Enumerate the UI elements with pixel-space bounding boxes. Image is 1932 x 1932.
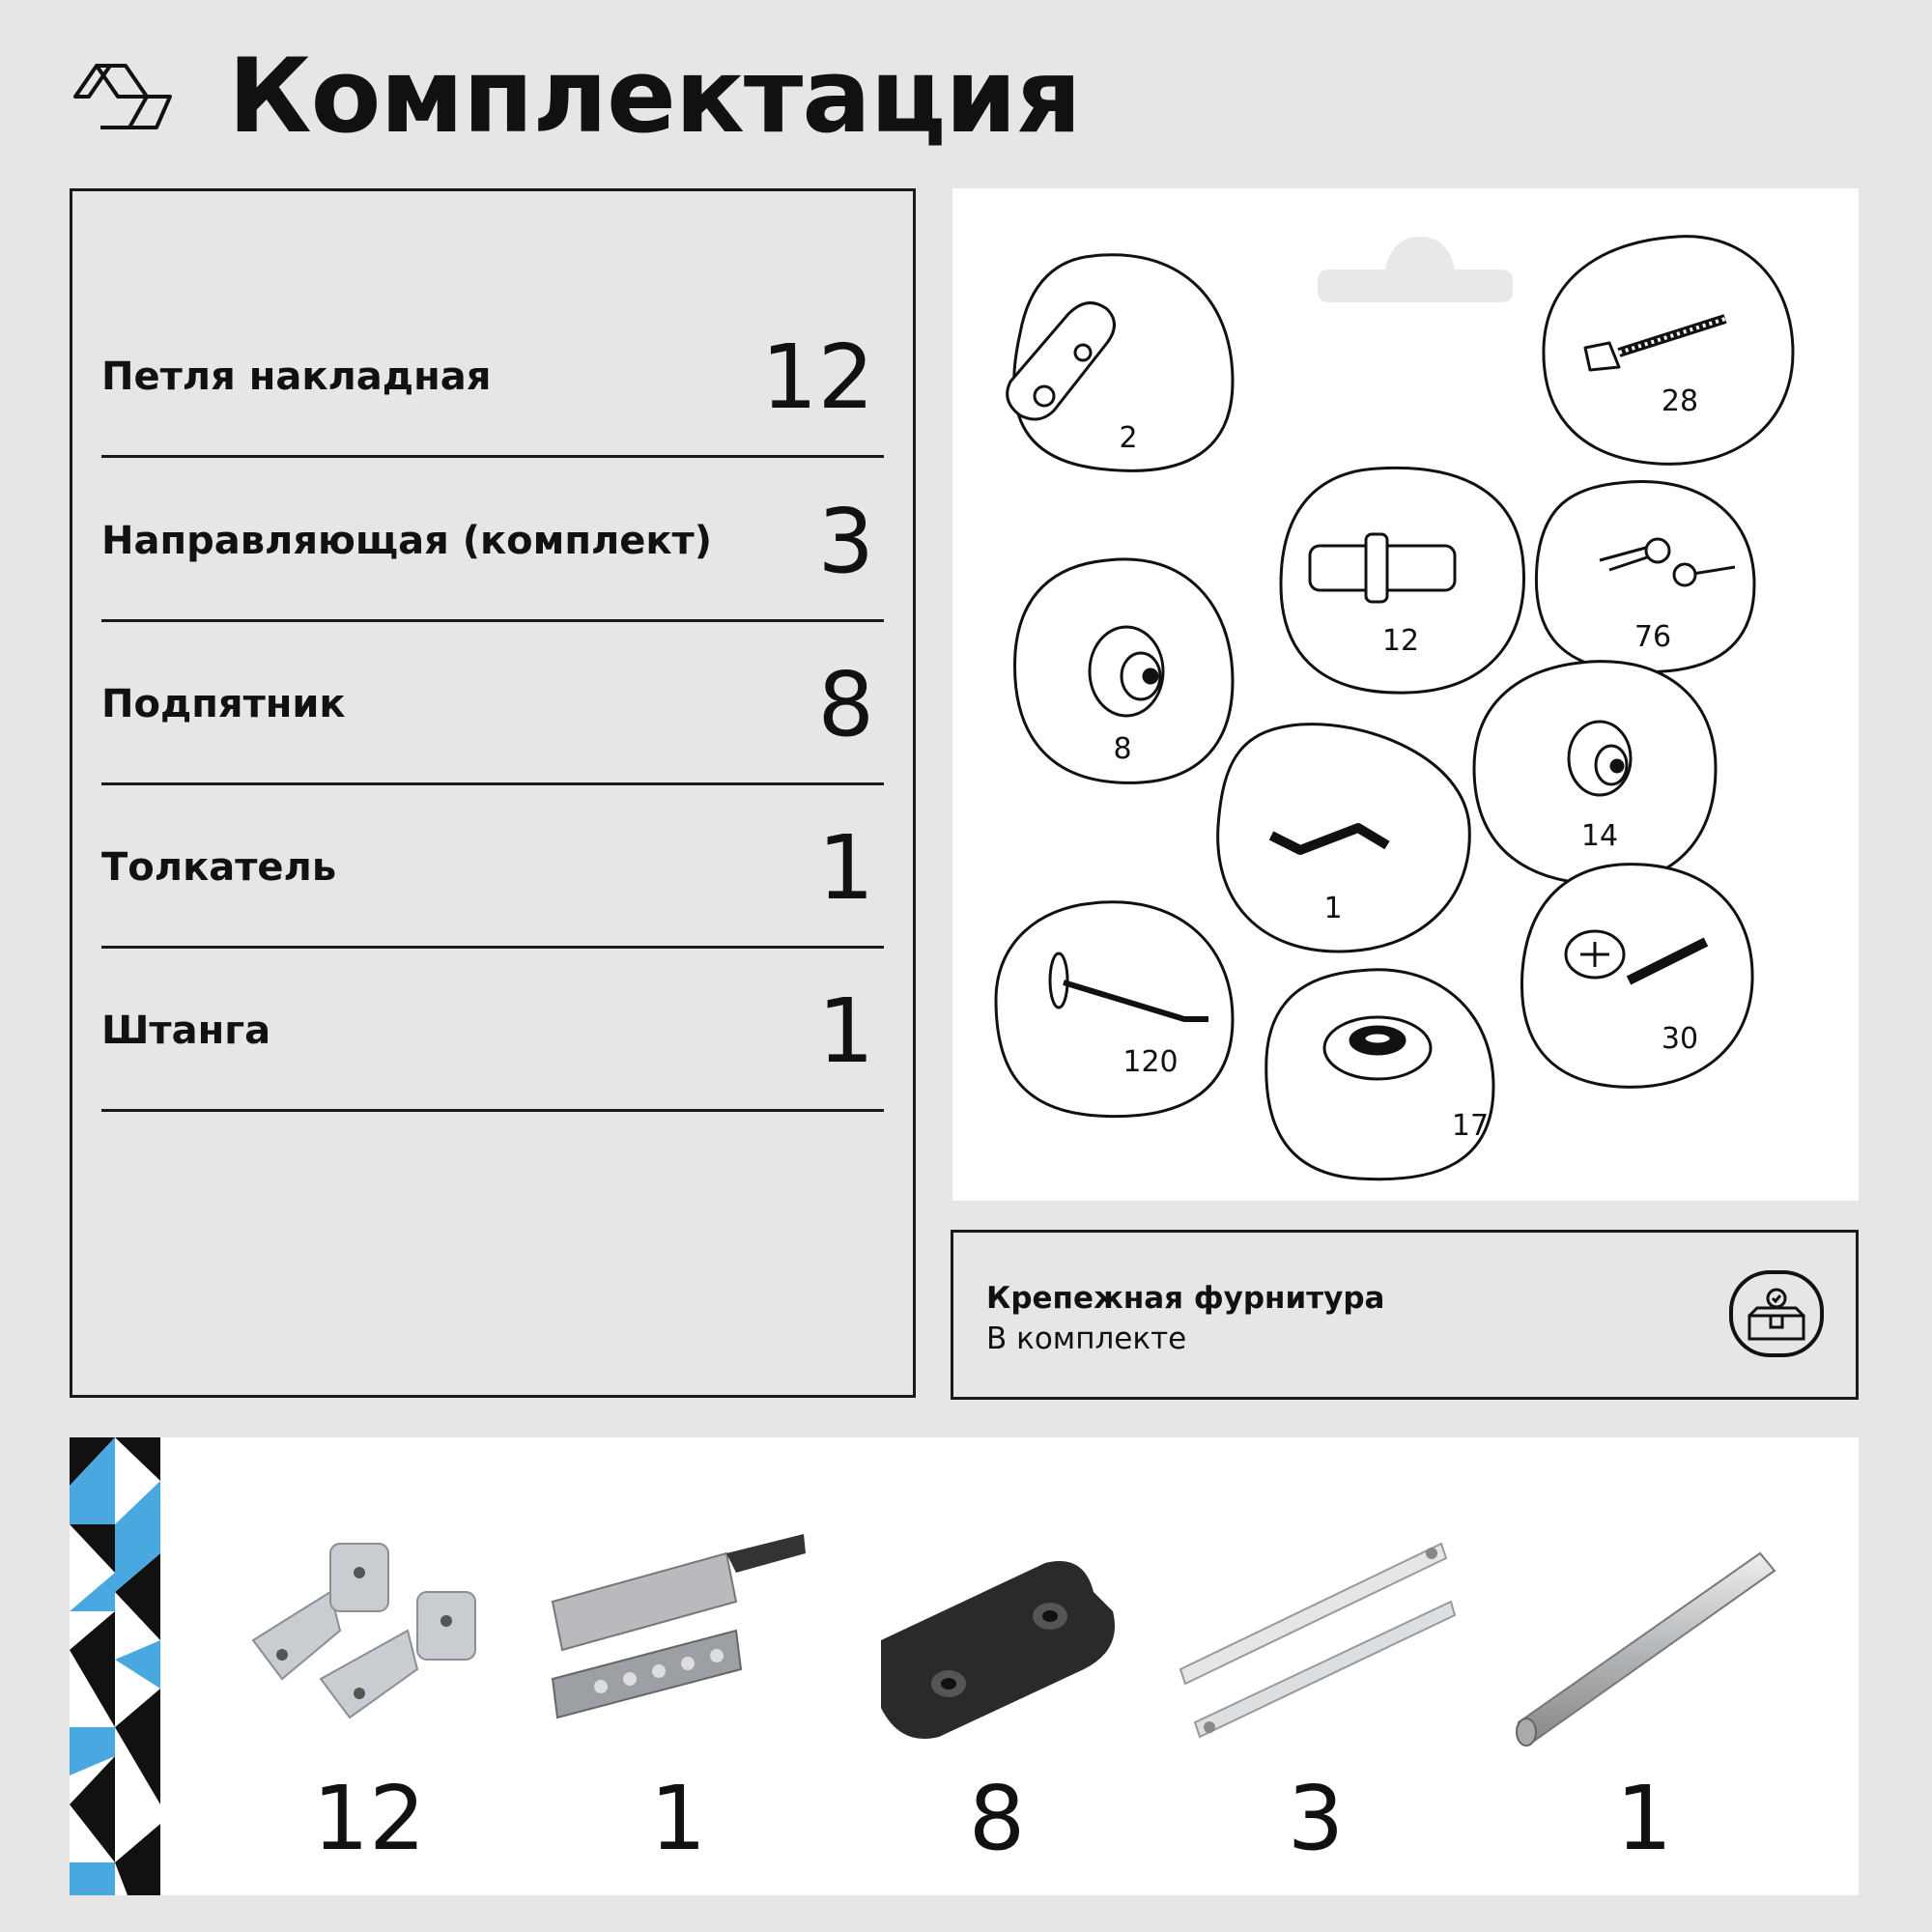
spec-item-qty: 1 [817,980,874,1083]
hardware-count: 14 [1580,819,1619,853]
hardware-count: 30 [1661,1022,1699,1056]
spec-item-name: Штанга [101,1009,271,1053]
spec-list [70,188,916,1398]
hardware-count: 120 [1122,1045,1179,1079]
spec-row [101,620,884,785]
hardware-bag-diagram [952,188,1859,1201]
photo-qty: 1 [649,1767,707,1870]
box-check-icon [1728,1269,1825,1358]
page-title: Комплектация [228,37,1081,156]
spec-item-qty: 12 [760,326,874,429]
photo-qty: 12 [312,1767,426,1870]
brand-logo-icon [71,58,174,135]
hardware-count: 1 [1323,892,1343,925]
foot-pad-photo [852,1515,1142,1766]
spec-row [101,293,884,458]
hardware-count: 2 [1119,421,1138,455]
decorative-pattern [70,1437,160,1895]
spec-item-qty: 1 [817,816,874,920]
push-latch-photo [533,1515,823,1766]
product-photos [70,1437,1859,1895]
spec-item-name: Подпятник [101,682,346,726]
hardware-count: 8 [1113,732,1132,766]
bushing-icon [1569,722,1631,795]
fastener-card [951,1230,1859,1400]
rod-photo [1499,1515,1789,1766]
dowel-icon [1310,534,1455,602]
spec-item-name: Петля накладная [101,355,492,399]
photo-qty: 1 [1615,1767,1673,1870]
hardware-count: 28 [1661,384,1699,418]
hardware-count: 17 [1451,1109,1490,1143]
spec-item-qty: 8 [817,653,874,756]
shelf-support-icon [1090,627,1163,716]
spec-item-qty: 3 [817,490,874,593]
drawer-slide-photo [1171,1515,1461,1766]
spec-row [101,947,884,1112]
spec-row [101,783,884,949]
photo-qty: 3 [1287,1767,1345,1870]
hardware-count: 12 [1381,624,1420,658]
washer-cap-icon [1324,1017,1431,1079]
fastener-title: Крепежная фурнитура [986,1281,1385,1316]
hinge-photo [224,1515,514,1766]
fastener-subtitle: В комплекте [986,1321,1187,1356]
spec-item-name: Толкатель [101,845,337,890]
photo-qty: 8 [968,1767,1026,1870]
spec-row [101,457,884,622]
spec-item-name: Направляющая (комплект) [101,519,713,563]
hardware-count: 76 [1634,620,1672,654]
